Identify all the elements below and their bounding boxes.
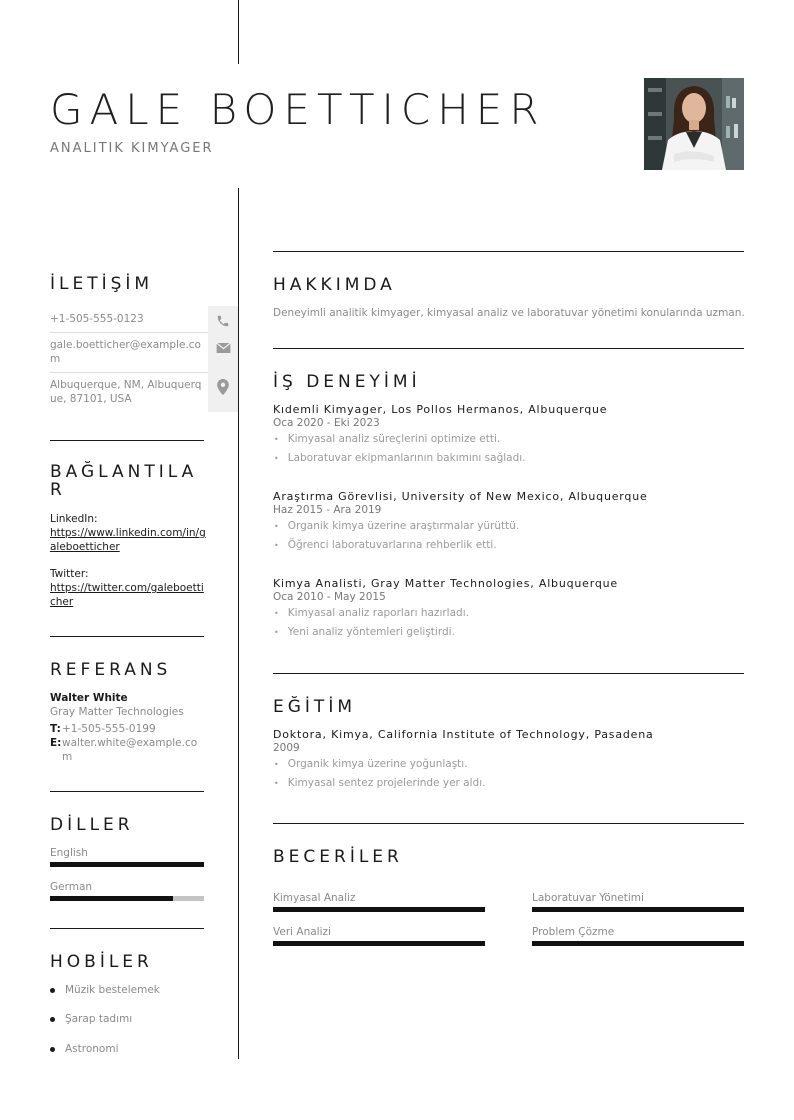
education-entry bbox=[273, 728, 654, 789]
language-name: German bbox=[50, 881, 93, 893]
language-level-bar bbox=[50, 896, 204, 901]
job-bullet: • Kimyasal analiz süreçlerini optimize etti. bbox=[274, 433, 501, 445]
skill-name: Problem Çözme bbox=[532, 926, 615, 938]
skill-name: Laboratuvar Yönetimi bbox=[532, 892, 644, 904]
link-label: Twitter: bbox=[50, 568, 89, 580]
envelope-icon bbox=[208, 340, 238, 356]
education-bullet-text: Kimyasal sentez projelerinde yer aldı. bbox=[287, 777, 486, 789]
job-bullet: • Öğrenci laboratuvarlarına rehberlik etti. bbox=[274, 539, 497, 551]
candidate-title: ANALITIK KIMYAGER bbox=[50, 141, 214, 156]
hobby-item bbox=[50, 1013, 132, 1025]
location-pin-icon bbox=[208, 378, 238, 396]
job-title: Kimya Analisti, Gray Matter Technologies, Albuquerque bbox=[273, 577, 618, 590]
hobby-item bbox=[50, 984, 160, 996]
skill-level-bar bbox=[532, 907, 744, 912]
education-heading: EĞİTİM bbox=[273, 697, 356, 717]
linkedin-link[interactable]: https://www.linkedin.com/in/galeboetticher bbox=[50, 527, 206, 553]
job-bullet: • Organik kimya üzerine araştırmalar yürüttü. bbox=[274, 520, 520, 532]
reference-phone-value: +1-505-555-0199 bbox=[62, 723, 156, 735]
twitter-link[interactable]: https://twitter.com/galeboetticher bbox=[50, 582, 204, 608]
reference-email bbox=[50, 736, 206, 764]
degree-title: Doktora, Kimya, California Institute of Technology, Pasadena bbox=[273, 728, 654, 741]
bullet-dot-icon bbox=[50, 988, 55, 993]
section-divider bbox=[50, 791, 204, 792]
job-dates: Oca 2010 - May 2015 bbox=[273, 591, 386, 603]
job-entry bbox=[273, 403, 607, 464]
languages-heading: DİLLER bbox=[50, 815, 134, 835]
top-divider-line bbox=[238, 0, 239, 64]
reference-phone-key: T: bbox=[50, 723, 61, 735]
job-dates: Oca 2020 - Eki 2023 bbox=[273, 417, 380, 429]
section-divider bbox=[273, 251, 744, 252]
reference-email-value: walter.white@example.com bbox=[62, 737, 198, 763]
job-bullet-text: Kimyasal analiz süreçlerini optimize etti. bbox=[287, 433, 501, 445]
job-dates: Haz 2015 - Ara 2019 bbox=[273, 504, 382, 516]
section-divider bbox=[273, 823, 744, 824]
language-level-bar bbox=[50, 862, 204, 867]
profile-photo bbox=[644, 78, 744, 170]
skill-level-bar bbox=[273, 907, 485, 912]
job-title: Araştırma Görevlisi, University of New Mexico, Albuquerque bbox=[273, 490, 648, 503]
language-level-fill bbox=[50, 862, 204, 867]
section-divider bbox=[50, 636, 204, 637]
job-bullet-text: Laboratuvar ekipmanlarının bakımını sağladı. bbox=[287, 452, 526, 464]
hobby-text: Şarap tadımı bbox=[65, 1013, 133, 1025]
job-bullet: • Kimyasal analiz raporları hazırladı. bbox=[274, 607, 469, 619]
candidate-name: GALE BOETTICHER bbox=[50, 85, 546, 134]
contact-address-text: Albuquerque, NM, Albuquerque, 87101, USA bbox=[50, 379, 202, 405]
contact-phone-text: +1-505-555-0123 bbox=[50, 313, 144, 325]
hobby-item bbox=[50, 1043, 119, 1055]
skill-name: Veri Analizi bbox=[273, 926, 331, 938]
language-level-fill bbox=[50, 896, 173, 901]
contact-heading: İLETİŞİM bbox=[50, 274, 154, 294]
job-bullet: • Laboratuvar ekipmanlarının bakımını sağladı. bbox=[274, 452, 526, 464]
section-divider bbox=[50, 440, 204, 441]
section-divider bbox=[273, 348, 744, 349]
hobbies-heading: HOBİLER bbox=[50, 952, 153, 972]
education-year: 2009 bbox=[273, 742, 300, 754]
contact-email-text: gale.boetticher@example.com bbox=[50, 339, 201, 365]
link-linkedin bbox=[50, 512, 206, 554]
about-heading: HAKKIMDA bbox=[273, 275, 396, 295]
reference-entry bbox=[50, 691, 206, 764]
section-divider bbox=[273, 673, 744, 674]
job-bullet-text: Kimyasal analiz raporları hazırladı. bbox=[287, 607, 469, 619]
links-heading: BAĞLANTILAR bbox=[50, 462, 198, 500]
bullet-dot-icon bbox=[50, 1047, 55, 1052]
hobby-text: Müzik bestelemek bbox=[65, 984, 160, 996]
education-bullet: • Kimyasal sentez projelerinde yer aldı. bbox=[274, 777, 486, 789]
job-entry bbox=[273, 577, 618, 638]
job-bullet-text: Öğrenci laboratuvarlarına rehberlik etti. bbox=[287, 539, 497, 551]
section-divider bbox=[50, 928, 204, 929]
job-bullet-text: Yeni analiz yöntemleri geliştirdi. bbox=[287, 626, 455, 638]
reference-name: Walter White bbox=[50, 692, 128, 704]
contact-divider bbox=[50, 332, 208, 333]
references-heading: REFERANS bbox=[50, 660, 172, 680]
education-bullet-text: Organik kimya üzerine yoğunlaştı. bbox=[287, 758, 468, 770]
about-text: Deneyimli analitik kimyager, kimyasal analiz ve laboratuvar yönetimi konularında uzman. bbox=[273, 307, 745, 319]
job-bullet: • Yeni analiz yöntemleri geliştirdi. bbox=[274, 626, 455, 638]
education-bullet: • Organik kimya üzerine yoğunlaştı. bbox=[274, 758, 468, 770]
phone-icon bbox=[208, 313, 238, 329]
language-name: English bbox=[50, 847, 88, 859]
link-twitter bbox=[50, 567, 206, 609]
job-bullet-text: Organik kimya üzerine araştırmalar yürüttü. bbox=[287, 520, 520, 532]
hobby-text: Astronomi bbox=[65, 1043, 119, 1055]
link-label: LinkedIn: bbox=[50, 513, 98, 525]
skill-level-bar bbox=[273, 941, 485, 946]
job-entry bbox=[273, 490, 648, 551]
skills-heading: BECERİLER bbox=[273, 847, 403, 867]
contact-divider bbox=[50, 372, 208, 373]
bullet-dot-icon bbox=[50, 1017, 55, 1022]
skill-name: Kimyasal Analiz bbox=[273, 892, 356, 904]
reference-company: Gray Matter Technologies bbox=[50, 706, 184, 718]
column-divider-line bbox=[238, 188, 239, 1059]
reference-phone bbox=[50, 722, 206, 736]
experience-heading: İŞ DENEYİMİ bbox=[273, 372, 421, 392]
job-title: Kıdemli Kimyager, Los Pollos Hermanos, Albuquerque bbox=[273, 403, 608, 416]
skill-level-bar bbox=[532, 941, 744, 946]
reference-email-key: E: bbox=[50, 737, 62, 749]
contact-icon-column bbox=[208, 306, 238, 412]
